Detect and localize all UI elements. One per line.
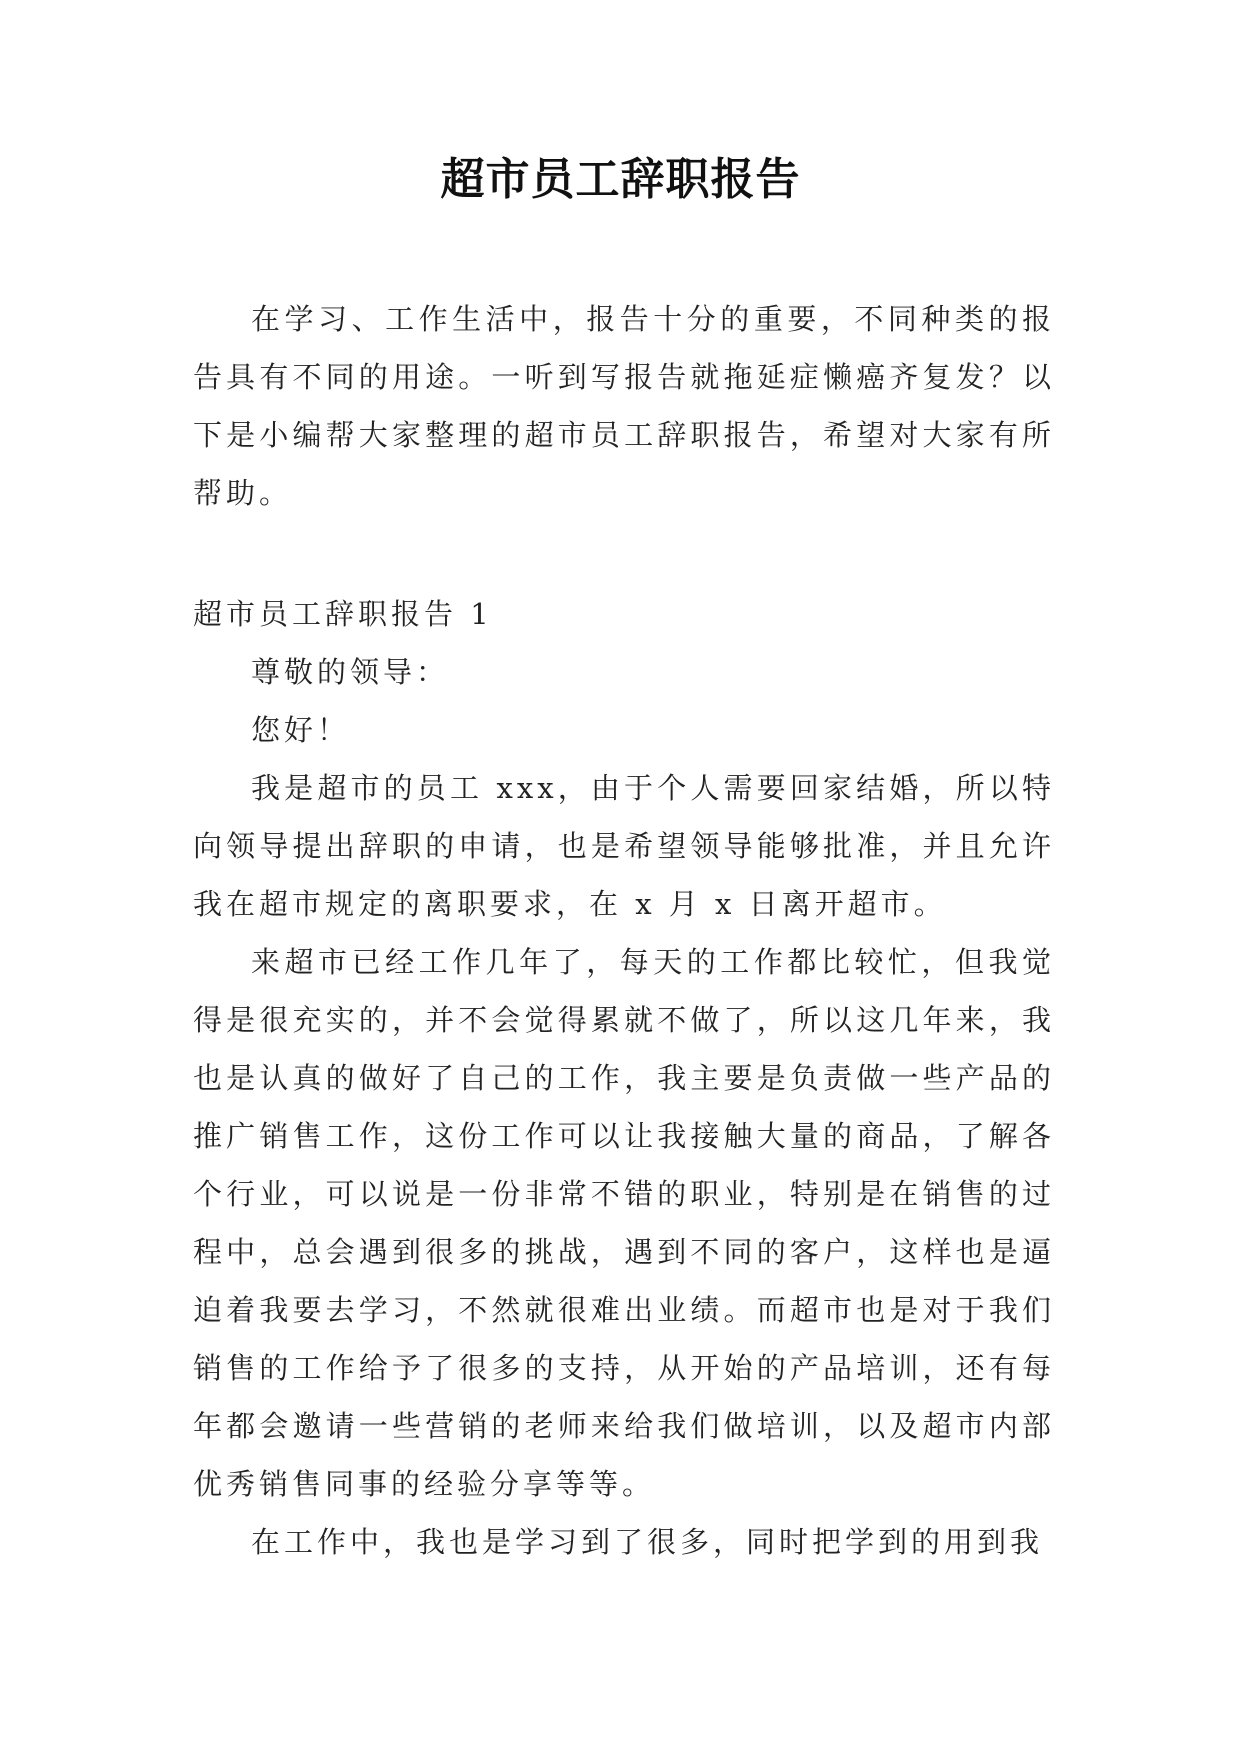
letter-block bbox=[193, 585, 1055, 1571]
body-paragraph: 在工作中，我也是学习到了很多，同时把学到的用到我 bbox=[251, 1525, 1044, 1559]
intro-block bbox=[193, 290, 1055, 522]
intro-paragraph: 在学习、工作生活中，报告十分的重要，不同种类的报告具有不同的用途。一听到写报告就拖延症懒癌齐复发？以下是小编帮大家整理的超市员工辞职报告，希望对大家有所帮助。 bbox=[193, 302, 1055, 510]
document-title: 超市员工辞职报告 bbox=[440, 154, 801, 205]
body-paragraph: 来超市已经工作几年了，每天的工作都比较忙，但我觉得是很充实的，并不会觉得累就不做了，所以这几年来，我也是认真的做好了自己的工作，我主要是负责做一些产品的推广销售工作，这份工作可以让我接触大量的商品，了解各个行业，可以说是一份非常不错的职业，特别是在销售的过程中，总会遇到很多的挑战，遇到不同的客户，这样也是逼迫着我要去学习，不然就很难出业绩。而超市也是对于我们销售的工作给予了很多的支持，从开始的产品培训，还有每年都会邀请一些营销的老师来给我们做培训，以及超市内部优秀销售同事的经验分享等等。 bbox=[193, 945, 1055, 1501]
body-paragraph: 我是超市的员工 xxx，由于个人需要回家结婚，所以特向领导提出辞职的申请，也是希望领导能够批准，并且允许我在超市规定的离职要求，在 x 月 x 日离开超市。 bbox=[193, 771, 1055, 921]
greeting: 您好！ bbox=[251, 713, 351, 747]
section-heading: 超市员工辞职报告 1 bbox=[193, 597, 493, 631]
salutation: 尊敬的领导： bbox=[251, 655, 450, 689]
